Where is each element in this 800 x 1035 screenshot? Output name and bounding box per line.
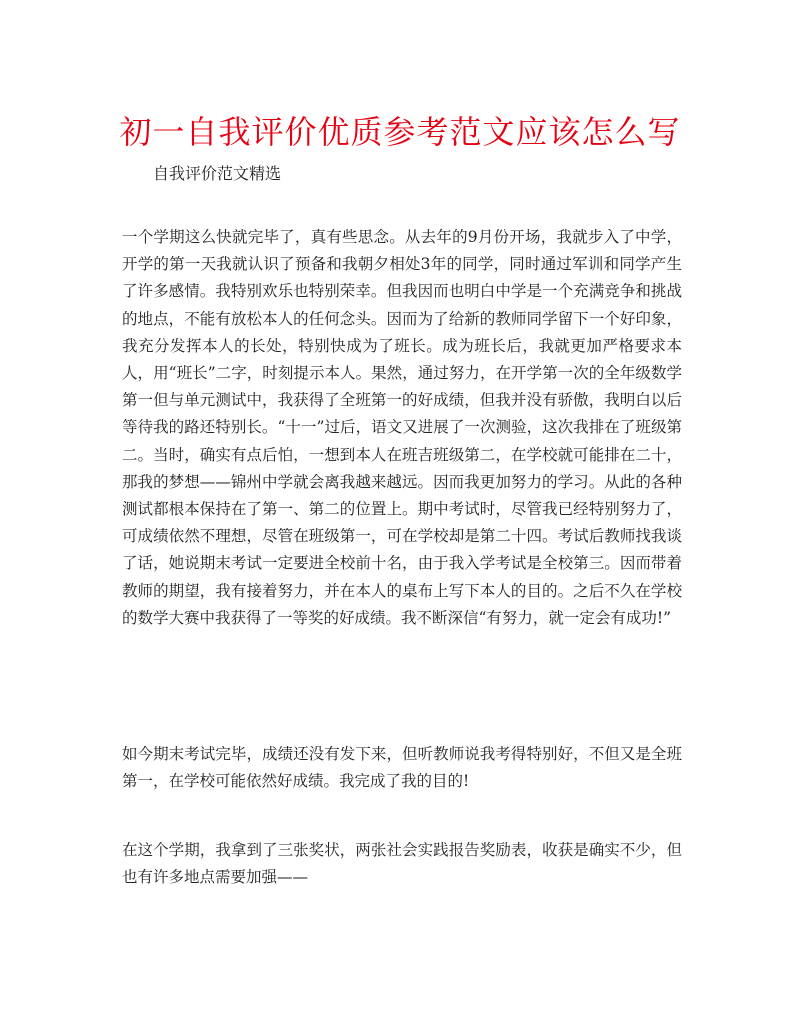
document-subtitle: 自我评价范文精选: [153, 164, 282, 183]
page-title: 初一自我评价优质参考范文应该怎么写: [119, 113, 681, 151]
body-paragraph: 在这个学期，我拿到了三张奖状，两张社会实践报告奖励表，收获是确实不少，但也有许多地点需要加强——: [122, 841, 682, 887]
body-paragraph: 一个学期这么快就完毕了，真有些思念。从去年的9月份开场，我就步入了中学，开学的第一天我就认识了预备和我朝夕相处3年的同学，同时通过军训和同学产生了许多感情。我特别欢乐也特别荣幸。但我因而也明白中学是一个充满竞争和挑战的地点，不能有放松本人的任何念头。因而为了给新的教师同学留下一个好印象，我充分发挥本人的长处，特别快成为了班长。成为班长后，我就更加严格要求本人，用“班长”二字，时刻提示本人。果然，通过努力，在开学第一次的全年级数学第一但与单元测试中，我获得了全班第一的好成绩，但我并没有骄傲，我明白以后等待我的路还特别长。“十一”过后，语文又进展了一次测验，这次我排在了班级第二。当时，确实有点后怕，一想到本人在班吉班级第二，在学校就可能排在二十，那我的梦想——锦州中学就会离我越来越远。因而我更加努力的学习。从此的各种测试都根本保持在了第一、第二的位置上。期中考试时，尽管我已经特别努力了，可成绩依然不理想，尽管在班级第一，可在学校却是第二十四。考试后教师找我谈了话，她说期末考试一定要进全校前十名，由于我入学考试是全校第三。因而带着教师的期望，我有接着努力，并在本人的桌布上写下本人的目的。之后不久在学校的数学大赛中我获得了一等奖的好成绩。我不断深信“有努力，就一定会有成功!”: [122, 228, 682, 627]
body-paragraph: 如今期末考试完毕，成绩还没有发下来，但听教师说我考得特别好，不但又是全班第一，在学校可能依然好成绩。我完成了我的目的!: [122, 745, 682, 791]
